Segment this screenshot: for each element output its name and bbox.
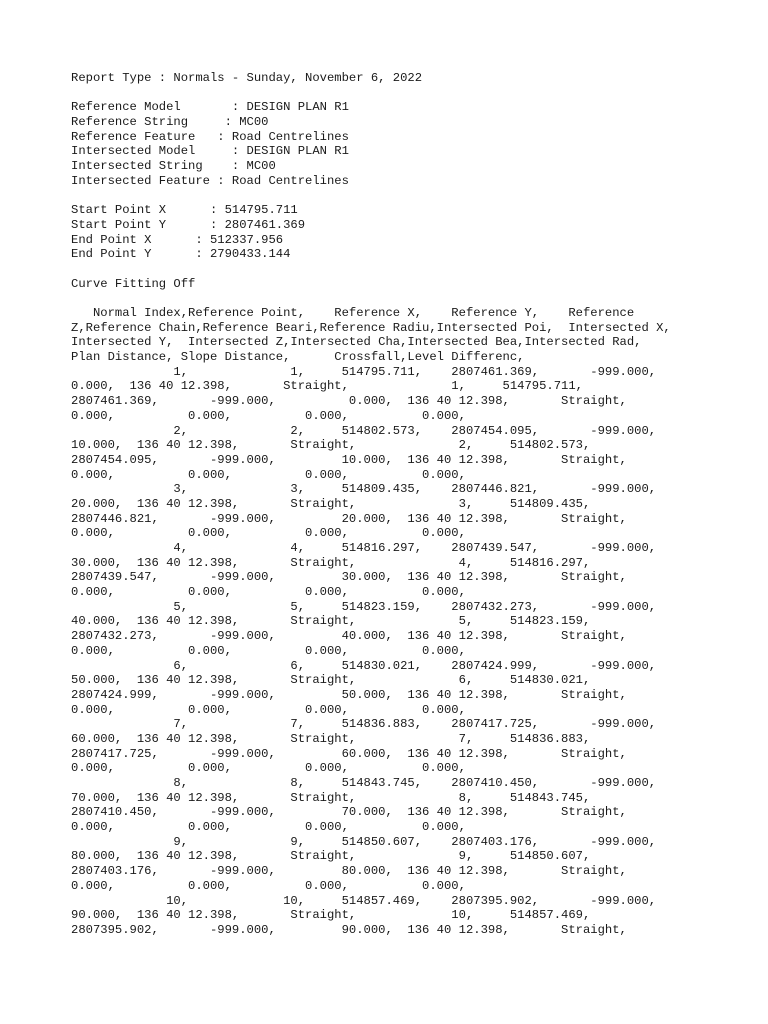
- report-line: 0.000, 0.000, 0.000, 0.000,: [71, 702, 466, 717]
- report-line: 8, 8, 514843.745, 2807410.450, -999.000,: [71, 776, 657, 790]
- report-line: 2807395.902, -999.000, 90.000, 136 40 12.398, Straight,: [71, 922, 627, 937]
- report-line: 0.000, 0.000, 0.000, 0.000,: [71, 643, 466, 658]
- report-line: 0.000, 0.000, 0.000, 0.000,: [71, 408, 466, 423]
- report-line: [71, 291, 751, 306]
- report-line: 2807446.821, -999.000, 20.000, 136 40 12.398, Straight,: [71, 511, 627, 526]
- report-page: [71, 71, 751, 938]
- report-line: 2807454.095, -999.000, 10.000, 136 40 12.398, Straight,: [71, 452, 627, 467]
- report-line: 90.000, 136 40 12.398, Straight, 10, 514857.469,: [71, 908, 591, 923]
- report-line: 2807417.725, -999.000, 60.000, 136 40 12.398, Straight,: [71, 746, 627, 761]
- report-line: [71, 262, 751, 277]
- report-line: 70.000, 136 40 12.398, Straight, 8, 514843.745,: [71, 790, 591, 805]
- report-line: Start Point X : 514795.711: [71, 203, 298, 218]
- report-line: Curve Fitting Off: [71, 276, 196, 291]
- report-line: 20.000, 136 40 12.398, Straight, 3, 514809.435,: [71, 496, 591, 511]
- report-line: Intersected Feature : Road Centrelines: [71, 173, 349, 188]
- report-line: 2807424.999, -999.000, 50.000, 136 40 12.398, Straight,: [71, 687, 627, 702]
- report-line: 9, 9, 514850.607, 2807403.176, -999.000,: [71, 834, 657, 849]
- report-line: 0.000, 136 40 12.398, Straight, 1, 514795.711,: [71, 379, 583, 394]
- report-line: 50.000, 136 40 12.398, Straight, 6, 514830.021,: [71, 673, 591, 688]
- report-line: Normal Index,Reference Point, Reference X, Reference Y, Reference: [71, 306, 635, 320]
- report-line: 60.000, 136 40 12.398, Straight, 7, 514836.883,: [71, 731, 591, 746]
- report-line: 0.000, 0.000, 0.000, 0.000,: [71, 820, 466, 835]
- report-line: Reference String : MC00: [71, 115, 269, 130]
- report-line: 2, 2, 514802.573, 2807454.095, -999.000,: [71, 423, 657, 438]
- report-line: 1, 1, 514795.711, 2807461.369, -999.000,: [71, 364, 657, 379]
- report-line: End Point X : 512337.956: [71, 232, 284, 247]
- report-line: 40.000, 136 40 12.398, Straight, 5, 514823.159,: [71, 614, 591, 629]
- report-line: 10, 10, 514857.469, 2807395.902, -999.000,: [71, 893, 657, 908]
- report-line: Reference Model : DESIGN PLAN R1: [71, 100, 349, 115]
- report-line: 0.000, 0.000, 0.000, 0.000,: [71, 526, 466, 541]
- report-line: Report Type : Normals - Sunday, November 6, 2022: [71, 71, 423, 85]
- report-line: Reference Feature : Road Centrelines: [71, 129, 349, 144]
- report-line: 0.000, 0.000, 0.000, 0.000,: [71, 878, 466, 893]
- report-line: 0.000, 0.000, 0.000, 0.000,: [71, 585, 466, 600]
- report-line: 80.000, 136 40 12.398, Straight, 9, 514850.607,: [71, 849, 591, 864]
- report-line: End Point Y : 2790433.144: [71, 247, 291, 262]
- report-line: Intersected Model : DESIGN PLAN R1: [71, 144, 349, 159]
- report-body: [71, 71, 751, 938]
- report-line: 2807461.369, -999.000, 0.000, 136 40 12.398, Straight,: [71, 394, 627, 409]
- report-line: 3, 3, 514809.435, 2807446.821, -999.000,: [71, 482, 657, 497]
- report-line: 0.000, 0.000, 0.000, 0.000,: [71, 467, 466, 482]
- report-line: 2807403.176, -999.000, 80.000, 136 40 12.398, Straight,: [71, 864, 627, 879]
- report-line: 0.000, 0.000, 0.000, 0.000,: [71, 761, 466, 776]
- report-line: 4, 4, 514816.297, 2807439.547, -999.000,: [71, 541, 657, 555]
- report-line: 30.000, 136 40 12.398, Straight, 4, 514816.297,: [71, 555, 591, 570]
- report-line: 2807410.450, -999.000, 70.000, 136 40 12.398, Straight,: [71, 805, 627, 820]
- report-line: 5, 5, 514823.159, 2807432.273, -999.000,: [71, 599, 657, 614]
- report-line: [71, 86, 751, 101]
- report-line: 2807439.547, -999.000, 30.000, 136 40 12.398, Straight,: [71, 570, 627, 585]
- report-line: 10.000, 136 40 12.398, Straight, 2, 514802.573,: [71, 438, 591, 453]
- report-line: Start Point Y : 2807461.369: [71, 217, 306, 232]
- report-line: [71, 189, 751, 204]
- report-line: Intersected Y, Intersected Z,Intersected Cha,Intersected Bea,Intersected Rad,: [71, 335, 642, 350]
- report-line: 7, 7, 514836.883, 2807417.725, -999.000,: [71, 717, 657, 732]
- report-line: Plan Distance, Slope Distance, Crossfall,Level Differenc,: [71, 350, 525, 365]
- report-line: Z,Reference Chain,Reference Beari,Reference Radiu,Intersected Poi, Intersected X,: [71, 320, 671, 335]
- report-line: 2807432.273, -999.000, 40.000, 136 40 12.398, Straight,: [71, 629, 627, 644]
- report-line: Intersected String : MC00: [71, 159, 276, 174]
- report-line: 6, 6, 514830.021, 2807424.999, -999.000,: [71, 658, 657, 673]
